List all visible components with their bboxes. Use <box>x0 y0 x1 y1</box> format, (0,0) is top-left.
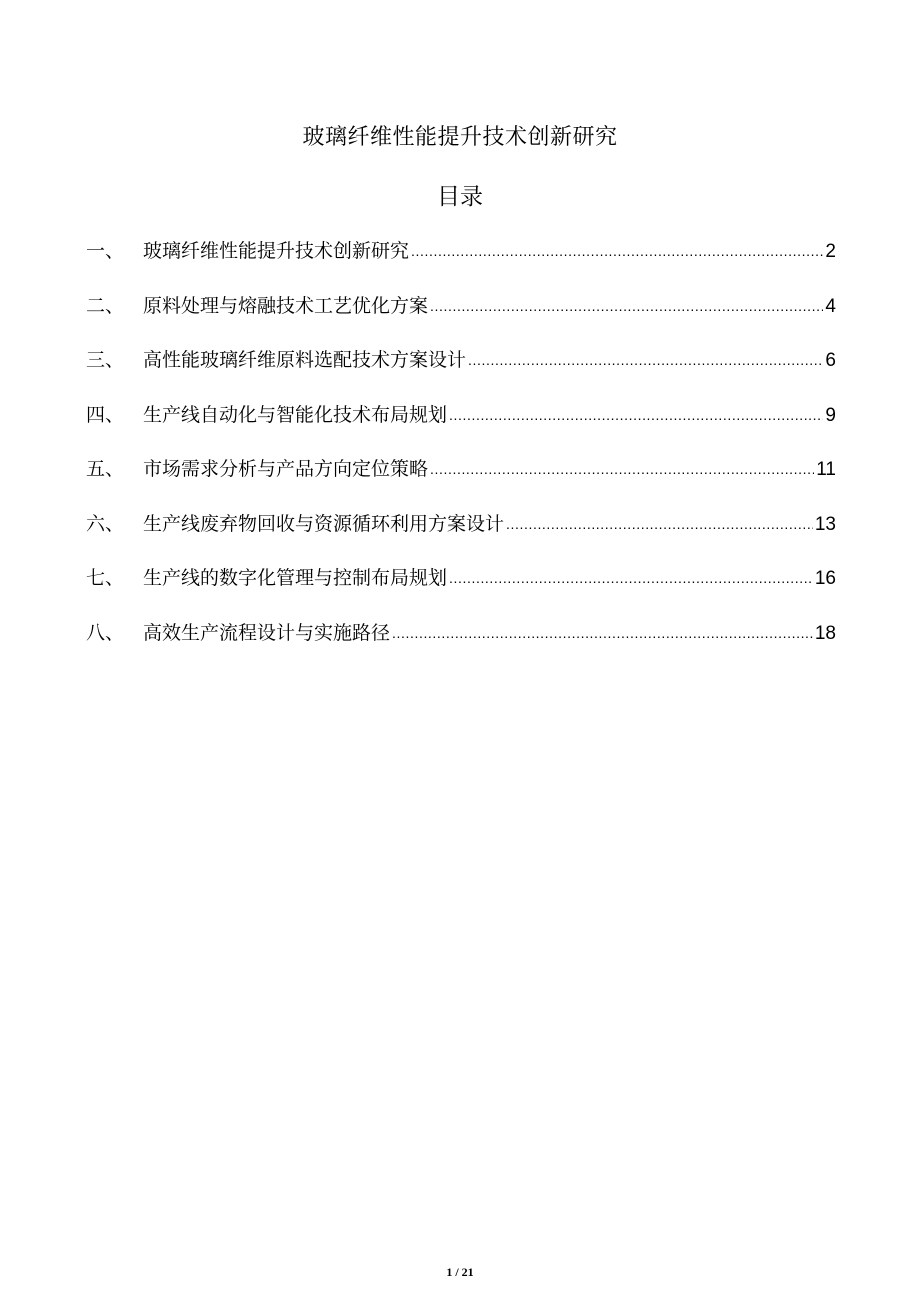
toc-entry-2[interactable] <box>86 291 836 346</box>
toc-entry-title[interactable]: 生产线废弃物回收与资源循环利用方案设计 <box>143 512 505 535</box>
toc-dot-leader <box>392 617 813 648</box>
toc-entry-number: 五、 <box>86 458 125 480</box>
document-title: 玻璃纤维性能提升技术创新研究 <box>302 125 618 150</box>
toc-entry-number: 八、 <box>86 621 125 644</box>
toc-entry-number: 六、 <box>86 512 125 535</box>
toc-entry-page[interactable]: 9 <box>825 404 836 426</box>
toc-dot-leader <box>449 562 813 593</box>
toc-entry-title[interactable]: 高性能玻璃纤维原料选配技术方案设计 <box>143 349 467 371</box>
table-of-contents <box>86 236 836 672</box>
toc-dot-leader <box>430 290 823 321</box>
toc-entry-title[interactable]: 原料处理与熔融技术工艺优化方案 <box>143 294 429 317</box>
toc-entry-5[interactable] <box>86 454 836 509</box>
page-number-footer: 1 / 21 <box>446 1265 474 1279</box>
toc-entry-title[interactable]: 生产线的数字化管理与控制布局规划 <box>143 567 448 589</box>
toc-entry-title[interactable]: 市场需求分析与产品方向定位策略 <box>143 458 429 480</box>
toc-dot-leader <box>449 399 823 430</box>
toc-entry-1[interactable] <box>86 236 836 291</box>
toc-entry-page[interactable]: 4 <box>825 295 836 317</box>
toc-entry-4[interactable] <box>86 400 836 455</box>
toc-dot-leader <box>506 508 813 539</box>
toc-entry-page[interactable]: 16 <box>814 568 836 589</box>
toc-entry-page[interactable]: 13 <box>814 513 836 535</box>
toc-entry-page[interactable]: 2 <box>825 241 836 262</box>
toc-entry-number: 四、 <box>86 403 125 426</box>
toc-entry-title[interactable]: 玻璃纤维性能提升技术创新研究 <box>143 240 410 262</box>
toc-entry-6[interactable] <box>86 509 836 564</box>
toc-entry-title[interactable]: 高效生产流程设计与实施路径 <box>143 621 391 644</box>
toc-entry-number: 一、 <box>86 240 125 262</box>
toc-entry-number: 三、 <box>86 349 125 371</box>
toc-entry-page[interactable]: 11 <box>816 459 836 480</box>
toc-dot-leader <box>468 344 823 375</box>
toc-entry-number: 七、 <box>86 567 125 589</box>
toc-entry-7[interactable] <box>86 563 836 618</box>
toc-entry-3[interactable] <box>86 345 836 400</box>
toc-heading: 目录 <box>437 184 483 210</box>
toc-dot-leader <box>430 453 814 484</box>
toc-entry-title[interactable]: 生产线自动化与智能化技术布局规划 <box>143 403 448 426</box>
toc-entry-page[interactable]: 18 <box>814 622 836 644</box>
toc-dot-leader <box>411 235 823 266</box>
toc-entry-page[interactable]: 6 <box>825 350 836 371</box>
toc-entry-8[interactable] <box>86 618 836 673</box>
toc-entry-number: 二、 <box>86 294 125 317</box>
